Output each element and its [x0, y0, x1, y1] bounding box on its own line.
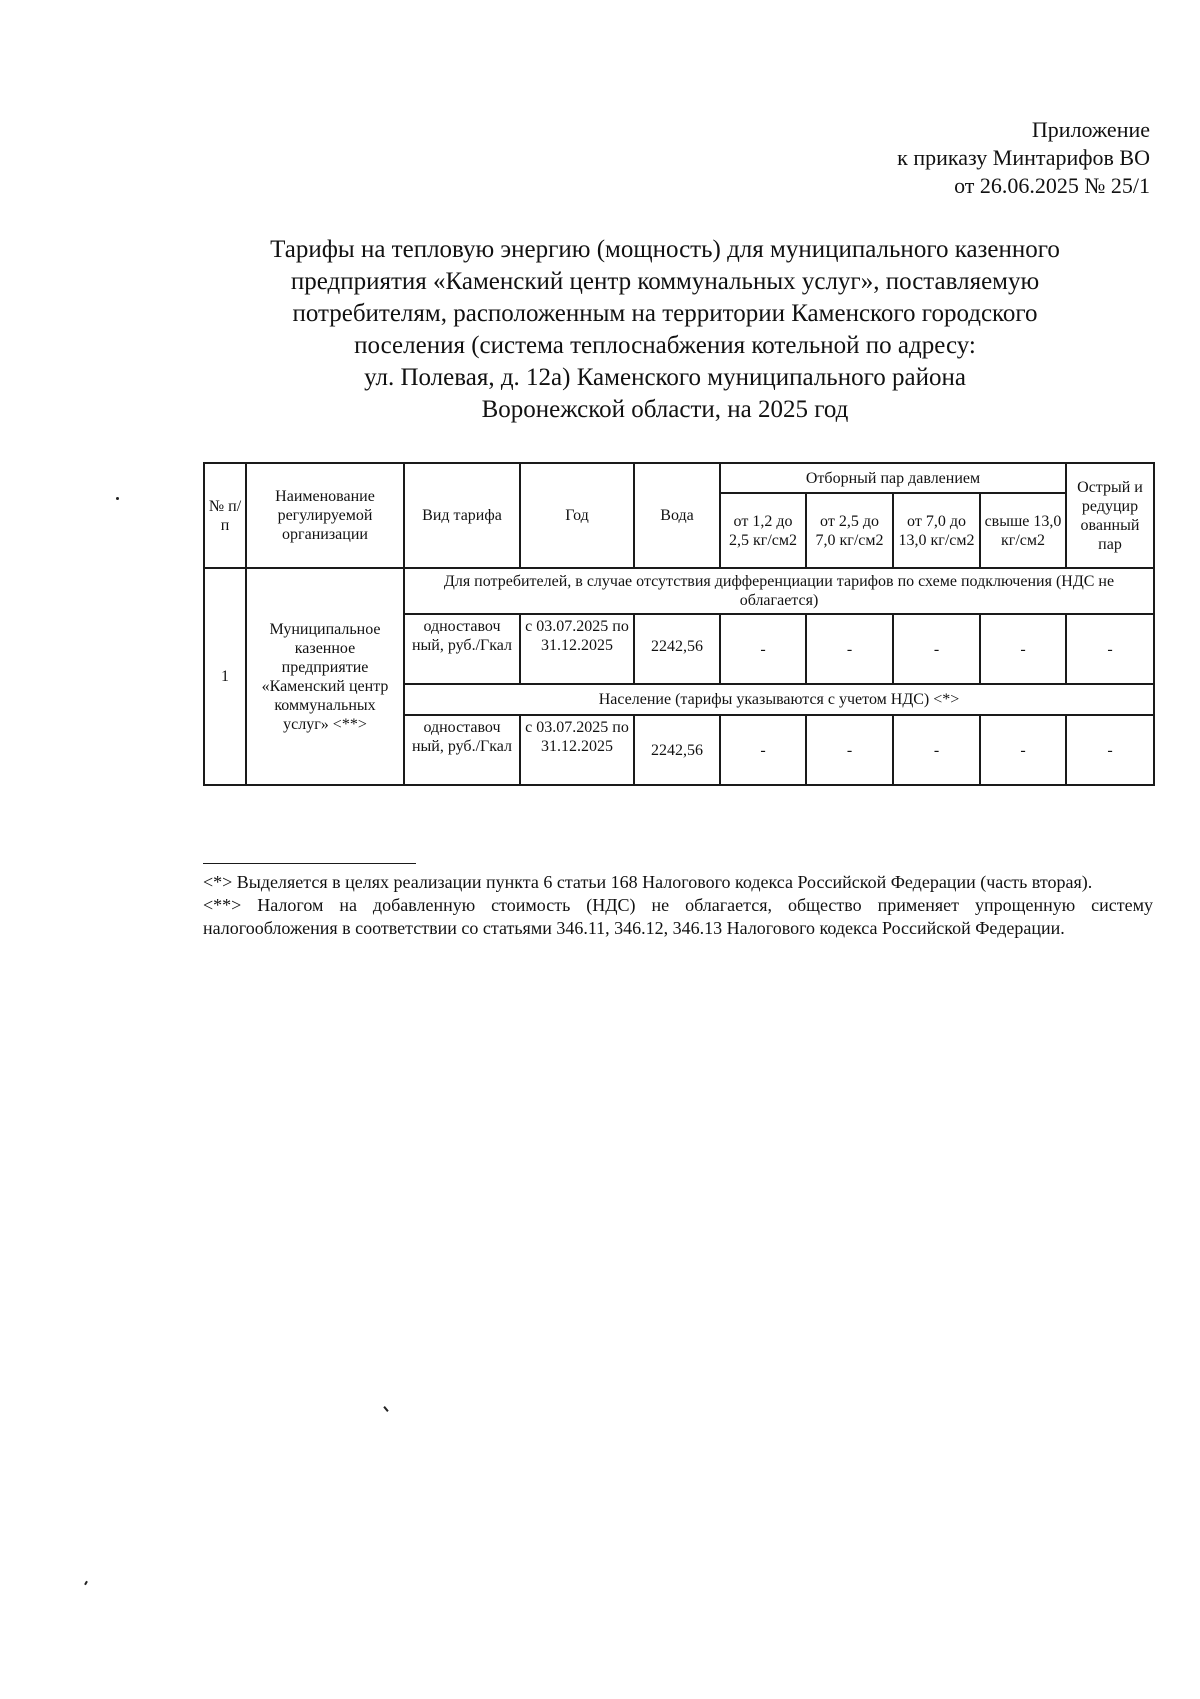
appendix-date: от 26.06.2025 № 25/1	[954, 173, 1150, 198]
header-steam-4: свыше 13,0 кг/см2	[980, 493, 1066, 568]
scan-speck-2	[383, 1406, 388, 1412]
section-row-1	[204, 568, 1154, 614]
appendix-label: Приложение	[1031, 117, 1150, 142]
header-type: Вид тарифа	[404, 463, 520, 568]
footnotes	[203, 871, 1153, 940]
water-value-1: 2242,56	[634, 614, 720, 684]
title-line-4: поселения (система теплоснабжения котельной по адресу:	[354, 332, 976, 359]
title-line-1: Тарифы на тепловую энергию (мощность) для муниципального казенного	[270, 236, 1060, 263]
sharp-value-1: -	[1066, 614, 1154, 684]
period-2: с 03.07.2025 по 31.12.2025	[520, 715, 634, 785]
scan-speck-3	[84, 1581, 88, 1585]
row-number: 1	[204, 568, 246, 785]
steam-3-value-2: -	[893, 715, 980, 785]
header-steam-1: от 1,2 до 2,5 кг/см2	[720, 493, 806, 568]
title-line-3: потребителям, расположенным на территории Каменского городского	[292, 300, 1038, 327]
title-line-6: Воронежской области, на 2025 год	[481, 396, 849, 423]
header-steam-group: Отборный пар давлением	[720, 463, 1066, 493]
document-title	[205, 234, 1125, 426]
appendix-order: к приказу Минтарифов ВО	[897, 145, 1150, 170]
section-title-1: Для потребителей, в случае отсутствия дифференциации тарифов по схеме подключения (НДС не облагается)	[404, 568, 1154, 614]
header-year: Год	[520, 463, 634, 568]
footnote-2: <**> Налогом на добавленную стоимость (НДС) не облагается, общество применяет упрощенную систему налогообложения в соответствии со статьями 346.11, 346.12, 346.13 Налогового кодекса Российской Федерации.	[203, 895, 1153, 938]
appendix-reference	[897, 116, 1150, 200]
tariff-table	[203, 462, 1155, 786]
scan-speck-1	[116, 497, 119, 500]
section-title-2: Население (тарифы указываются с учетом НДС) <*>	[404, 684, 1154, 715]
steam-2-value-2: -	[806, 715, 893, 785]
sharp-value-2: -	[1066, 715, 1154, 785]
title-line-2: предприятия «Каменский центр коммунальных услуг», поставляемую	[290, 268, 1040, 295]
steam-1-value-2: -	[720, 715, 806, 785]
period-1: с 03.07.2025 по 31.12.2025	[520, 614, 634, 684]
tariff-type-1: одноставоч ный, руб./Гкал	[404, 614, 520, 684]
water-value-2: 2242,56	[634, 715, 720, 785]
steam-1-value-1: -	[720, 614, 806, 684]
steam-3-value-1: -	[893, 614, 980, 684]
footnote-1: <*> Выделяется в целях реализации пункта 6 статьи 168 Налогового кодекса Российской Федерации (часть вторая).	[203, 872, 1093, 892]
steam-4-value-1: -	[980, 614, 1066, 684]
header-water: Вода	[634, 463, 720, 568]
footnote-divider	[203, 863, 416, 864]
steam-2-value-1: -	[806, 614, 893, 684]
header-num: № п/п	[204, 463, 246, 568]
header-steam-3: от 7,0 до 13,0 кг/см2	[893, 493, 980, 568]
header-steam-2: от 2,5 до 7,0 кг/см2	[806, 493, 893, 568]
steam-4-value-2: -	[980, 715, 1066, 785]
title-line-5: ул. Полевая, д. 12а) Каменского муниципального района	[364, 364, 966, 391]
tariff-type-2: одноставоч ный, руб./Гкал	[404, 715, 520, 785]
header-org: Наименование регулируемой организации	[246, 463, 404, 568]
organization-name: Муниципальное казенное предприятие «Каменский центр коммунальных услуг» <**>	[246, 568, 404, 785]
header-row-1	[204, 463, 1154, 493]
header-sharp-steam: Острый и редуцир ованный пар	[1066, 463, 1154, 568]
